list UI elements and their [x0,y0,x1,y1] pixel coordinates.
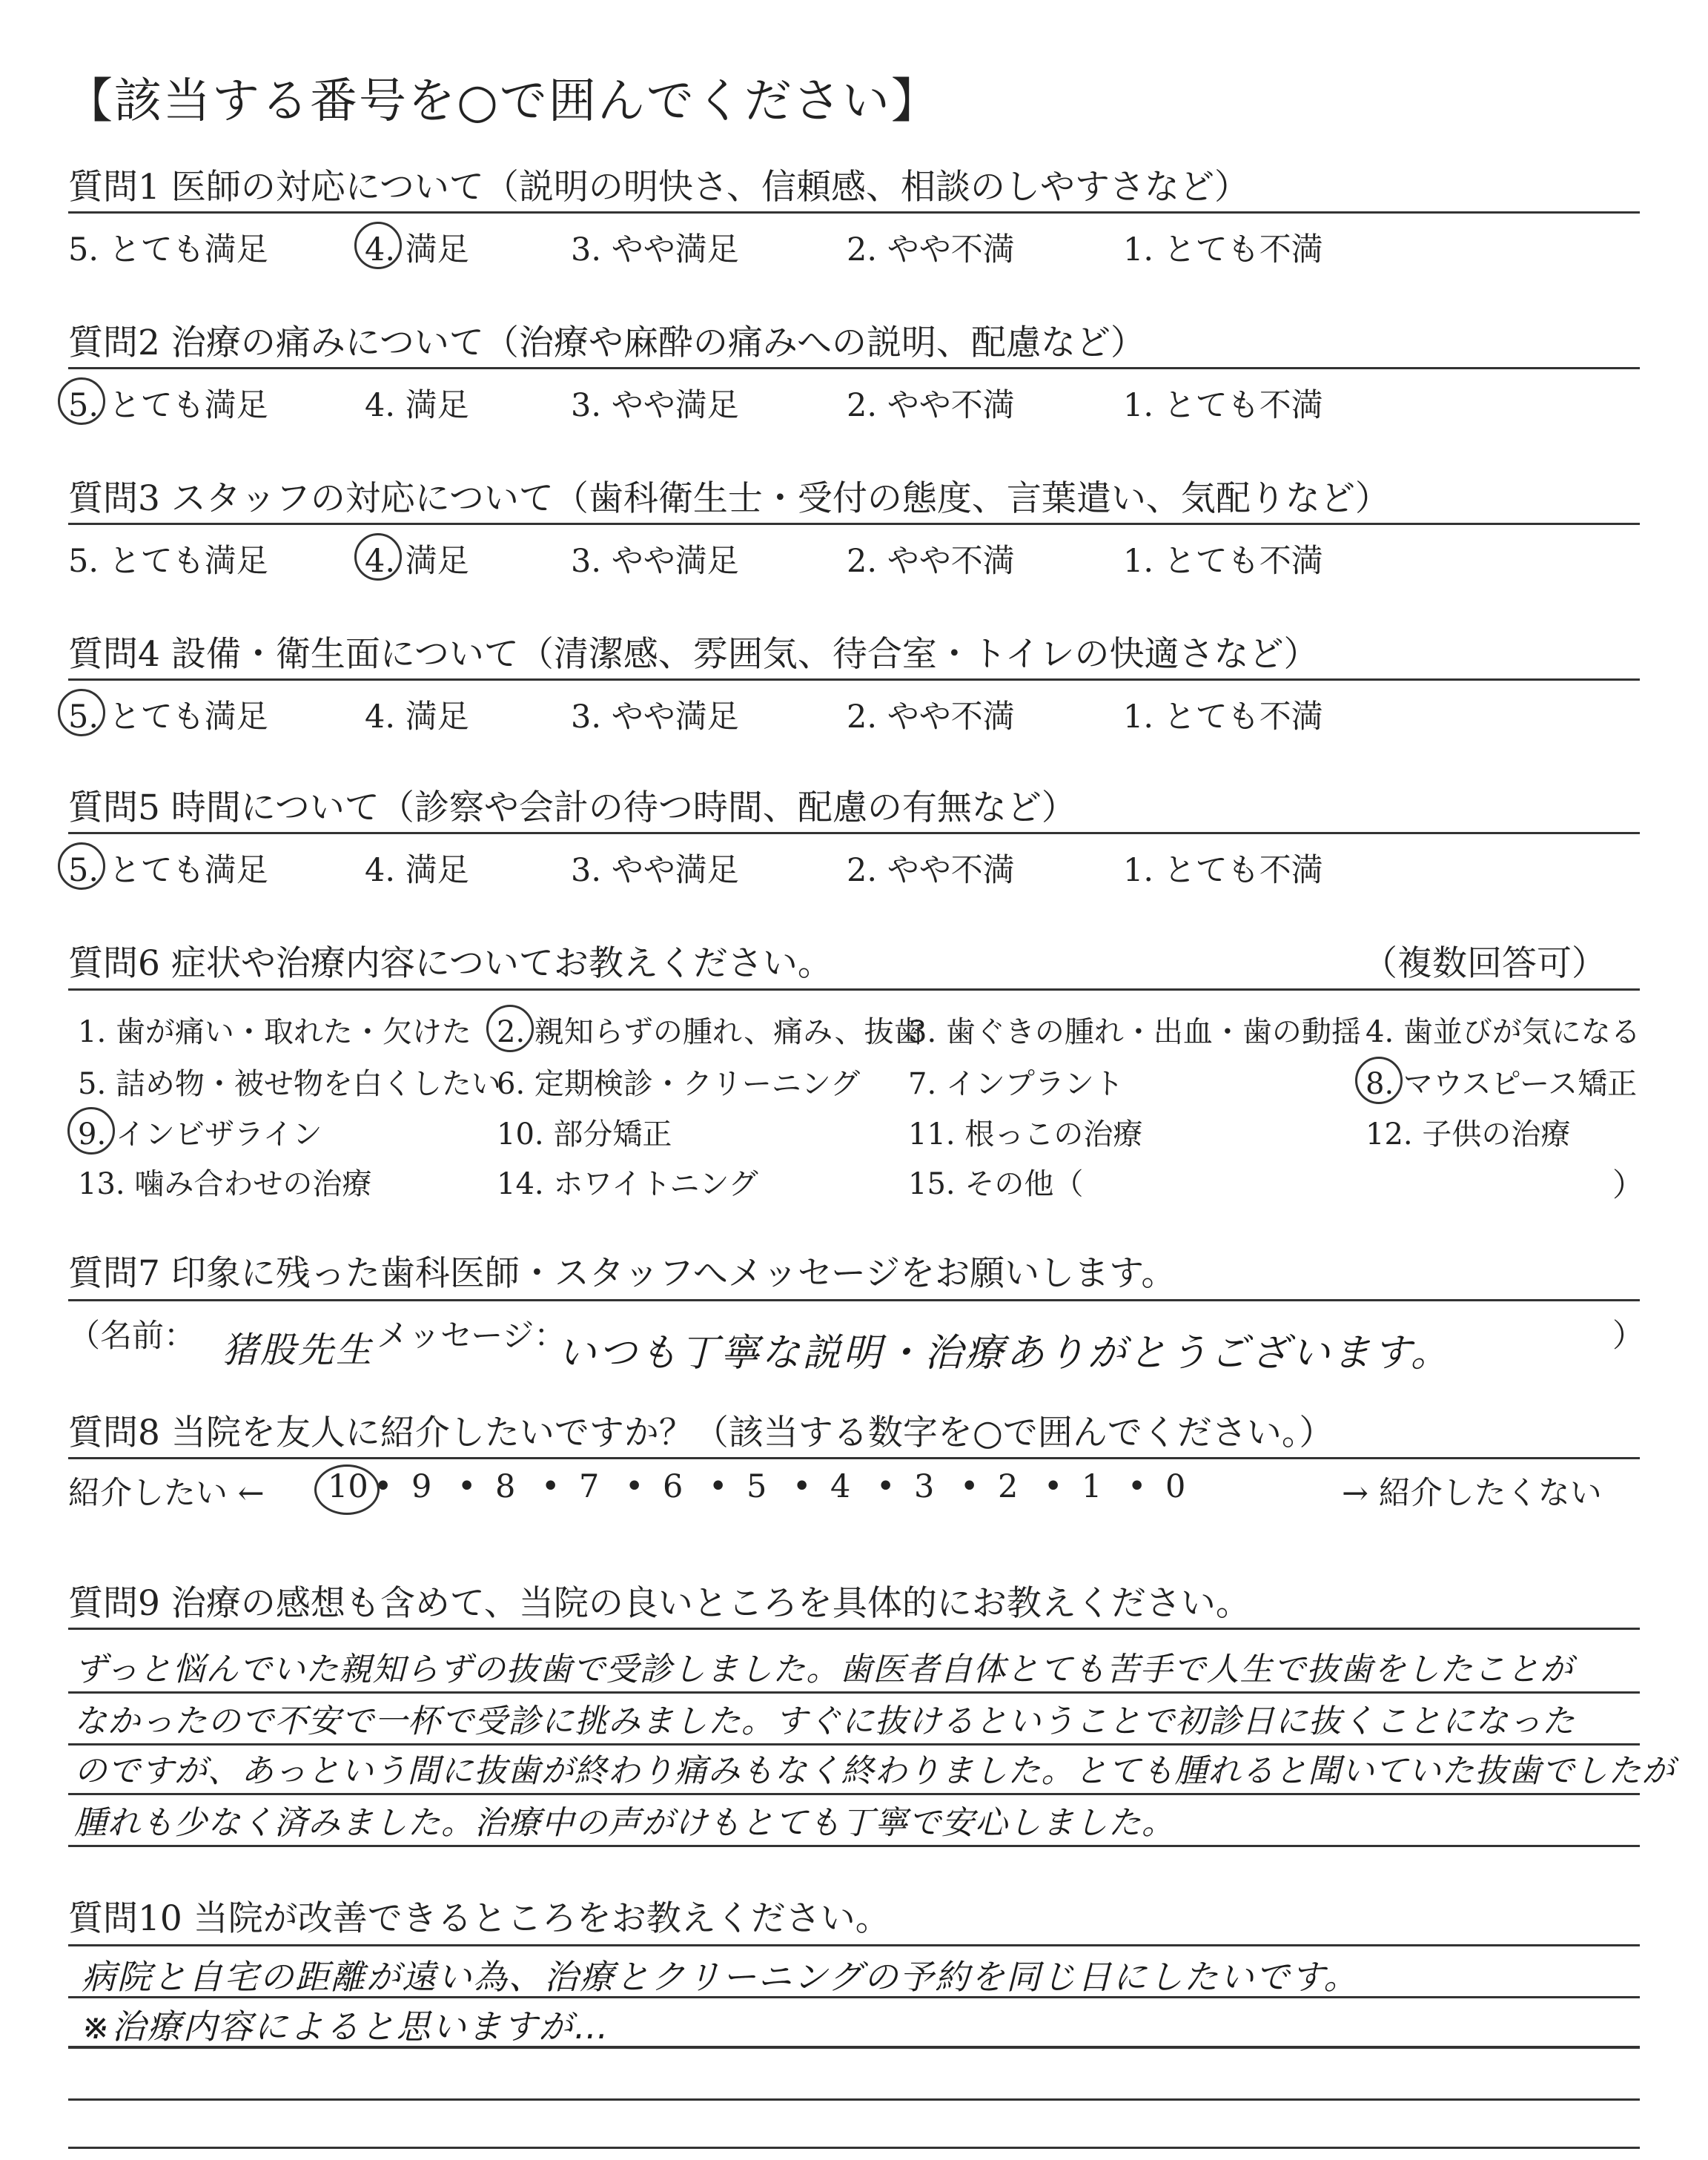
q10-rule [68,1944,1640,1946]
q6-selected-circle-8 [1355,1057,1403,1104]
q2-option-1[interactable]: 1. とても不満 [1123,387,1323,424]
q1-option-4[interactable]: 4. 満足 [365,231,469,268]
q6-option-2[interactable]: 2. 親知らずの腫れ、痛み、抜歯 [497,1015,924,1049]
q4-option-3[interactable]: 3. やや満足 [571,698,739,736]
q3-selected-circle [354,533,402,581]
q1-option-2[interactable]: 2. やや不満 [847,231,1015,268]
q8-value-8[interactable]: 8 [495,1468,516,1505]
q2-rule [68,367,1640,369]
q3-option-5[interactable]: 5. とても満足 [68,543,268,580]
q6-option-10[interactable]: 10. 部分矯正 [497,1117,672,1152]
q5-option-2[interactable]: 2. やや不満 [847,852,1015,889]
q9-line-4: 腫れも少なく済みました。治療中の声がけもとても丁寧で安心しました。 [74,1804,1175,1842]
q9-line-1: ずっと悩んでいた親知らずの抜歯で受診しました。歯医者自体とても苦手で人生で抜歯をしたことが [74,1651,1574,1688]
q8-value-3[interactable]: 3 [914,1468,935,1505]
q8-separator-dot: • [374,1468,393,1505]
q6-option-12[interactable]: 12. 子供の治療 [1366,1117,1571,1152]
q2-option-5[interactable]: 5. とても満足 [68,387,268,424]
q6-option-11[interactable]: 11. 根っこの治療 [908,1117,1143,1152]
q8-separator-dot: • [625,1468,644,1505]
q10-line-1: 病院と自宅の距離が遠い為、治療とクリーニングの予約を同じ日にしたいです。 [82,1957,1360,1997]
q9-ruled-line-1 [68,1691,1640,1694]
q5-option-4[interactable]: 4. 満足 [365,852,469,889]
q2-option-3[interactable]: 3. やや満足 [571,387,739,424]
q8-left-label: 紹介したい ← [68,1475,265,1512]
q2-option-2[interactable]: 2. やや不満 [847,387,1015,424]
q1-rule [68,211,1640,214]
q8-value-10[interactable]: 10 [328,1468,368,1505]
q8-value-1[interactable]: 1 [1082,1468,1102,1505]
q4-option-1[interactable]: 1. とても不満 [1123,698,1323,736]
q6-option-5[interactable]: 5. 詰め物・被せ物を白くしたい [78,1067,501,1101]
q6-option-4[interactable]: 4. 歯並びが気になる [1366,1015,1641,1049]
q6-option-1[interactable]: 1. 歯が痛い・取れた・欠けた [78,1015,471,1049]
q5-option-3[interactable]: 3. やや満足 [571,852,739,889]
q3-rule [68,523,1640,525]
q2-option-4[interactable]: 4. 満足 [365,387,469,424]
q8-separator-dot: • [792,1468,812,1505]
q8-value-6[interactable]: 6 [663,1468,683,1505]
q8-label: 質問8 当院を友人に紹介したいですか？（該当する数字を○で囲んでください。） [68,1413,1334,1453]
q4-option-4[interactable]: 4. 満足 [365,698,469,736]
q6-rule [68,988,1640,991]
q6-label: 質問6 症状や治療内容についてお教えください。 [68,943,833,984]
q7-rule [68,1299,1640,1301]
q2-selected-circle [58,377,105,425]
q5-label: 質問5 時間について（診察や会計の待つ時間、配慮の有無など） [68,787,1076,828]
q1-selected-circle [354,222,402,269]
q10-line-2: ※治療内容によると思いますが… [82,2007,610,2047]
q8-value-5[interactable]: 5 [747,1468,767,1505]
q6-option-9[interactable]: 9. インビザライン [78,1117,322,1152]
q8-right-label: → 紹介したくない [1342,1475,1602,1512]
q6-option-3[interactable]: 3. 歯ぐきの腫れ・出血・歯の動揺 [908,1015,1361,1049]
q8-separator-dot: • [876,1468,896,1505]
q10-blank-line-1 [68,2047,1640,2049]
q4-selected-circle [58,689,105,736]
q7-label: 質問7 印象に残った歯科医師・スタッフへメッセージをお願いします。 [68,1253,1176,1294]
q6-selected-circle-2 [486,1005,534,1052]
q8-value-7[interactable]: 7 [579,1468,600,1505]
q1-option-5[interactable]: 5. とても満足 [68,231,268,268]
q6-option-7[interactable]: 7. インプラント [908,1067,1124,1101]
q10-blank-line-3 [68,2147,1640,2149]
q6-option-15[interactable]: 15. その他（ [908,1167,1084,1201]
q10-label: 質問10 当院が改善できるところをお教えください。 [68,1898,890,1939]
q3-option-3[interactable]: 3. やや満足 [571,543,739,580]
q4-label: 質問4 設備・衛生面について（清潔感、雰囲気、待合室・トイレの快適さなど） [68,634,1319,675]
q6-selected-circle-9 [67,1107,115,1155]
q10-blank-line-2 [68,2098,1640,2101]
q6-option-13[interactable]: 13. 噛み合わせの治療 [78,1167,372,1201]
q6-option-6[interactable]: 6. 定期検診・クリーニング [497,1067,861,1101]
q8-separator-dot: • [541,1468,560,1505]
q7-message-value[interactable]: いつも丁寧な説明・治療ありがとうございます。 [557,1331,1452,1375]
q9-line-2: なかったので不安で一杯で受診に挑みました。すぐに抜けるということで初診日に抜くことになった [74,1702,1575,1740]
q6-option-14[interactable]: 14. ホワイトニング [497,1167,758,1201]
q9-rule [68,1628,1640,1630]
q7-message-label: メッセージ： [377,1318,566,1355]
q8-value-9[interactable]: 9 [411,1468,432,1505]
q3-option-1[interactable]: 1. とても不満 [1123,543,1323,580]
q9-line-3: のですが、あっという間に抜歯が終わり痛みもなく終わりました。とても腫れると聞いていた抜歯でしたが [74,1752,1675,1790]
q8-rule [68,1457,1640,1459]
q10-ruled-line-1 [68,1996,1640,1998]
q7-close-paren: ） [1612,1318,1644,1355]
q8-separator-dot: • [709,1468,728,1505]
q1-option-1[interactable]: 1. とても不満 [1123,231,1323,268]
q6-close-paren: ） [1612,1167,1644,1204]
q4-rule [68,678,1640,681]
q1-option-3[interactable]: 3. やや満足 [571,231,739,268]
q4-option-2[interactable]: 2. やや不満 [847,698,1015,736]
q3-option-4[interactable]: 4. 満足 [365,543,469,580]
q5-rule [68,832,1640,834]
q3-option-2[interactable]: 2. やや不満 [847,543,1015,580]
q8-value-4[interactable]: 4 [830,1468,851,1505]
q8-separator-dot: • [1128,1468,1147,1505]
q5-selected-circle [58,842,105,890]
q5-option-5[interactable]: 5. とても満足 [68,852,268,889]
q1-label: 質問1 医師の対応について（説明の明快さ、信頼感、相談のしやすさなど） [68,167,1250,208]
q9-ruled-line-4 [68,1845,1640,1847]
q8-selected-circle [314,1464,380,1515]
q3-label: 質問3 スタッフの対応について（歯科衛生士・受付の態度、言葉遣い、気配りなど） [68,478,1390,519]
q9-ruled-line-3 [68,1793,1640,1795]
q8-separator-dot: • [960,1468,979,1505]
q6-option-8[interactable]: 8. マウスピース矯正 [1366,1067,1638,1101]
q2-label: 質問2 治療の痛みについて（治療や麻酔の痛みへの説明、配慮など） [68,323,1145,363]
q4-option-5[interactable]: 5. とても満足 [68,698,268,736]
q5-option-1[interactable]: 1. とても不満 [1123,852,1323,889]
q8-value-2[interactable]: 2 [998,1468,1019,1505]
q6-note: （複数回答可） [1363,943,1606,984]
q7-name-label: （名前： [68,1318,196,1355]
q8-separator-dot: • [457,1468,477,1505]
q8-value-0[interactable]: 0 [1165,1468,1186,1505]
q7-name-value[interactable]: 猪股先生 [222,1330,374,1371]
q8-separator-dot: • [1044,1468,1063,1505]
form-header: 【該当する番号を○で囲んでください】 [65,74,940,129]
q9-label: 質問9 治療の感想も含めて、当院の良いところを具体的にお教えください。 [68,1583,1251,1624]
